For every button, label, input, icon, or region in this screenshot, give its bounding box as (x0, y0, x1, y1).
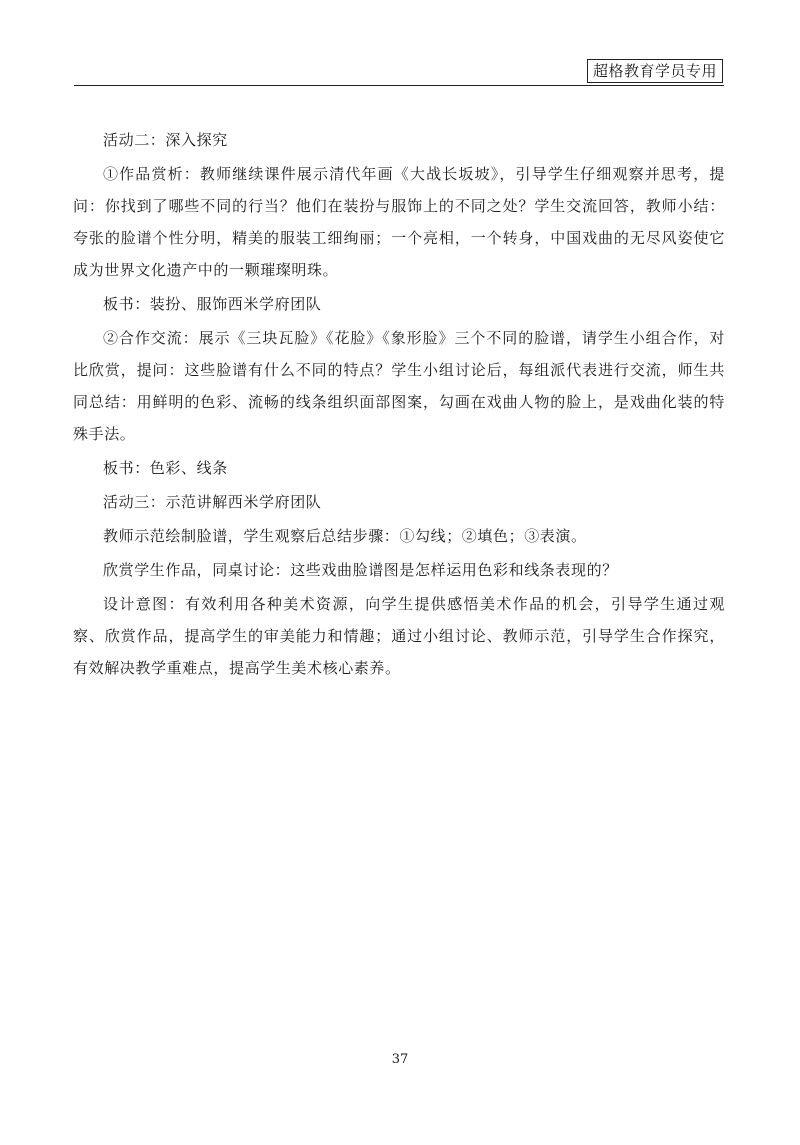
header-divider (74, 85, 724, 86)
student-work-paragraph: 欣赏学生作品，同桌讨论：这些戏曲脸谱图是怎样运用色彩和线条表现的？ (103, 561, 618, 579)
activity-2-heading: 活动二：深入探究 (103, 131, 228, 149)
design-intent-paragraph: 设计意图：有效利用各种美术资源，向学生提供感悟美术作品的机会，引导学生通过观察、欣赏作品，提高学生的审美能力和情趣；通过小组讨论、教师示范，引导学生合作探究，有效解决教学重难点，提高学生美术核心素养。 (73, 595, 725, 677)
document-body (73, 124, 725, 684)
board-note-color-line: 板书：色彩、线条 (103, 459, 228, 477)
activity-3-heading: 活动三：示范讲解西米学府团队 (103, 493, 322, 511)
page-number: 37 (391, 1052, 409, 1067)
artwork-appreciation-paragraph: ①作品赏析：教师继续课件展示清代年画《大战长坂坡》，引导学生仔细观察并思考，提问：你找到了哪些不同的行当？他们在装扮与服饰上的不同之处？学生交流回答，教师小结：夸张的脸谱个性分明，精美的服装工细绚丽；一个亮相，一个转身，中国戏曲的无尽风姿使它成为世界文化遗产中的一颗璀璨明珠。 (73, 165, 725, 279)
teacher-demo-paragraph: 教师示范绘制脸谱，学生观察后总结步骤：①勾线；②填色；③表演。 (103, 527, 587, 545)
header-label: 超格教育学员专用 (587, 59, 723, 83)
board-note-costume: 板书：装扮、服饰西米学府团队 (103, 295, 322, 313)
cooperative-exchange-paragraph: ②合作交流：展示《三块瓦脸》《花脸》《象形脸》三个不同的脸谱，请学生小组合作，对比欣赏，提问：这些脸谱有什么不同的特点？学生小组讨论后，每组派代表进行交流，师生共同总结：用鲜明的色彩、流畅的线条组织面部图案，勾画在戏曲人物的脸上，是戏曲化装的特殊手法。 (73, 329, 725, 443)
